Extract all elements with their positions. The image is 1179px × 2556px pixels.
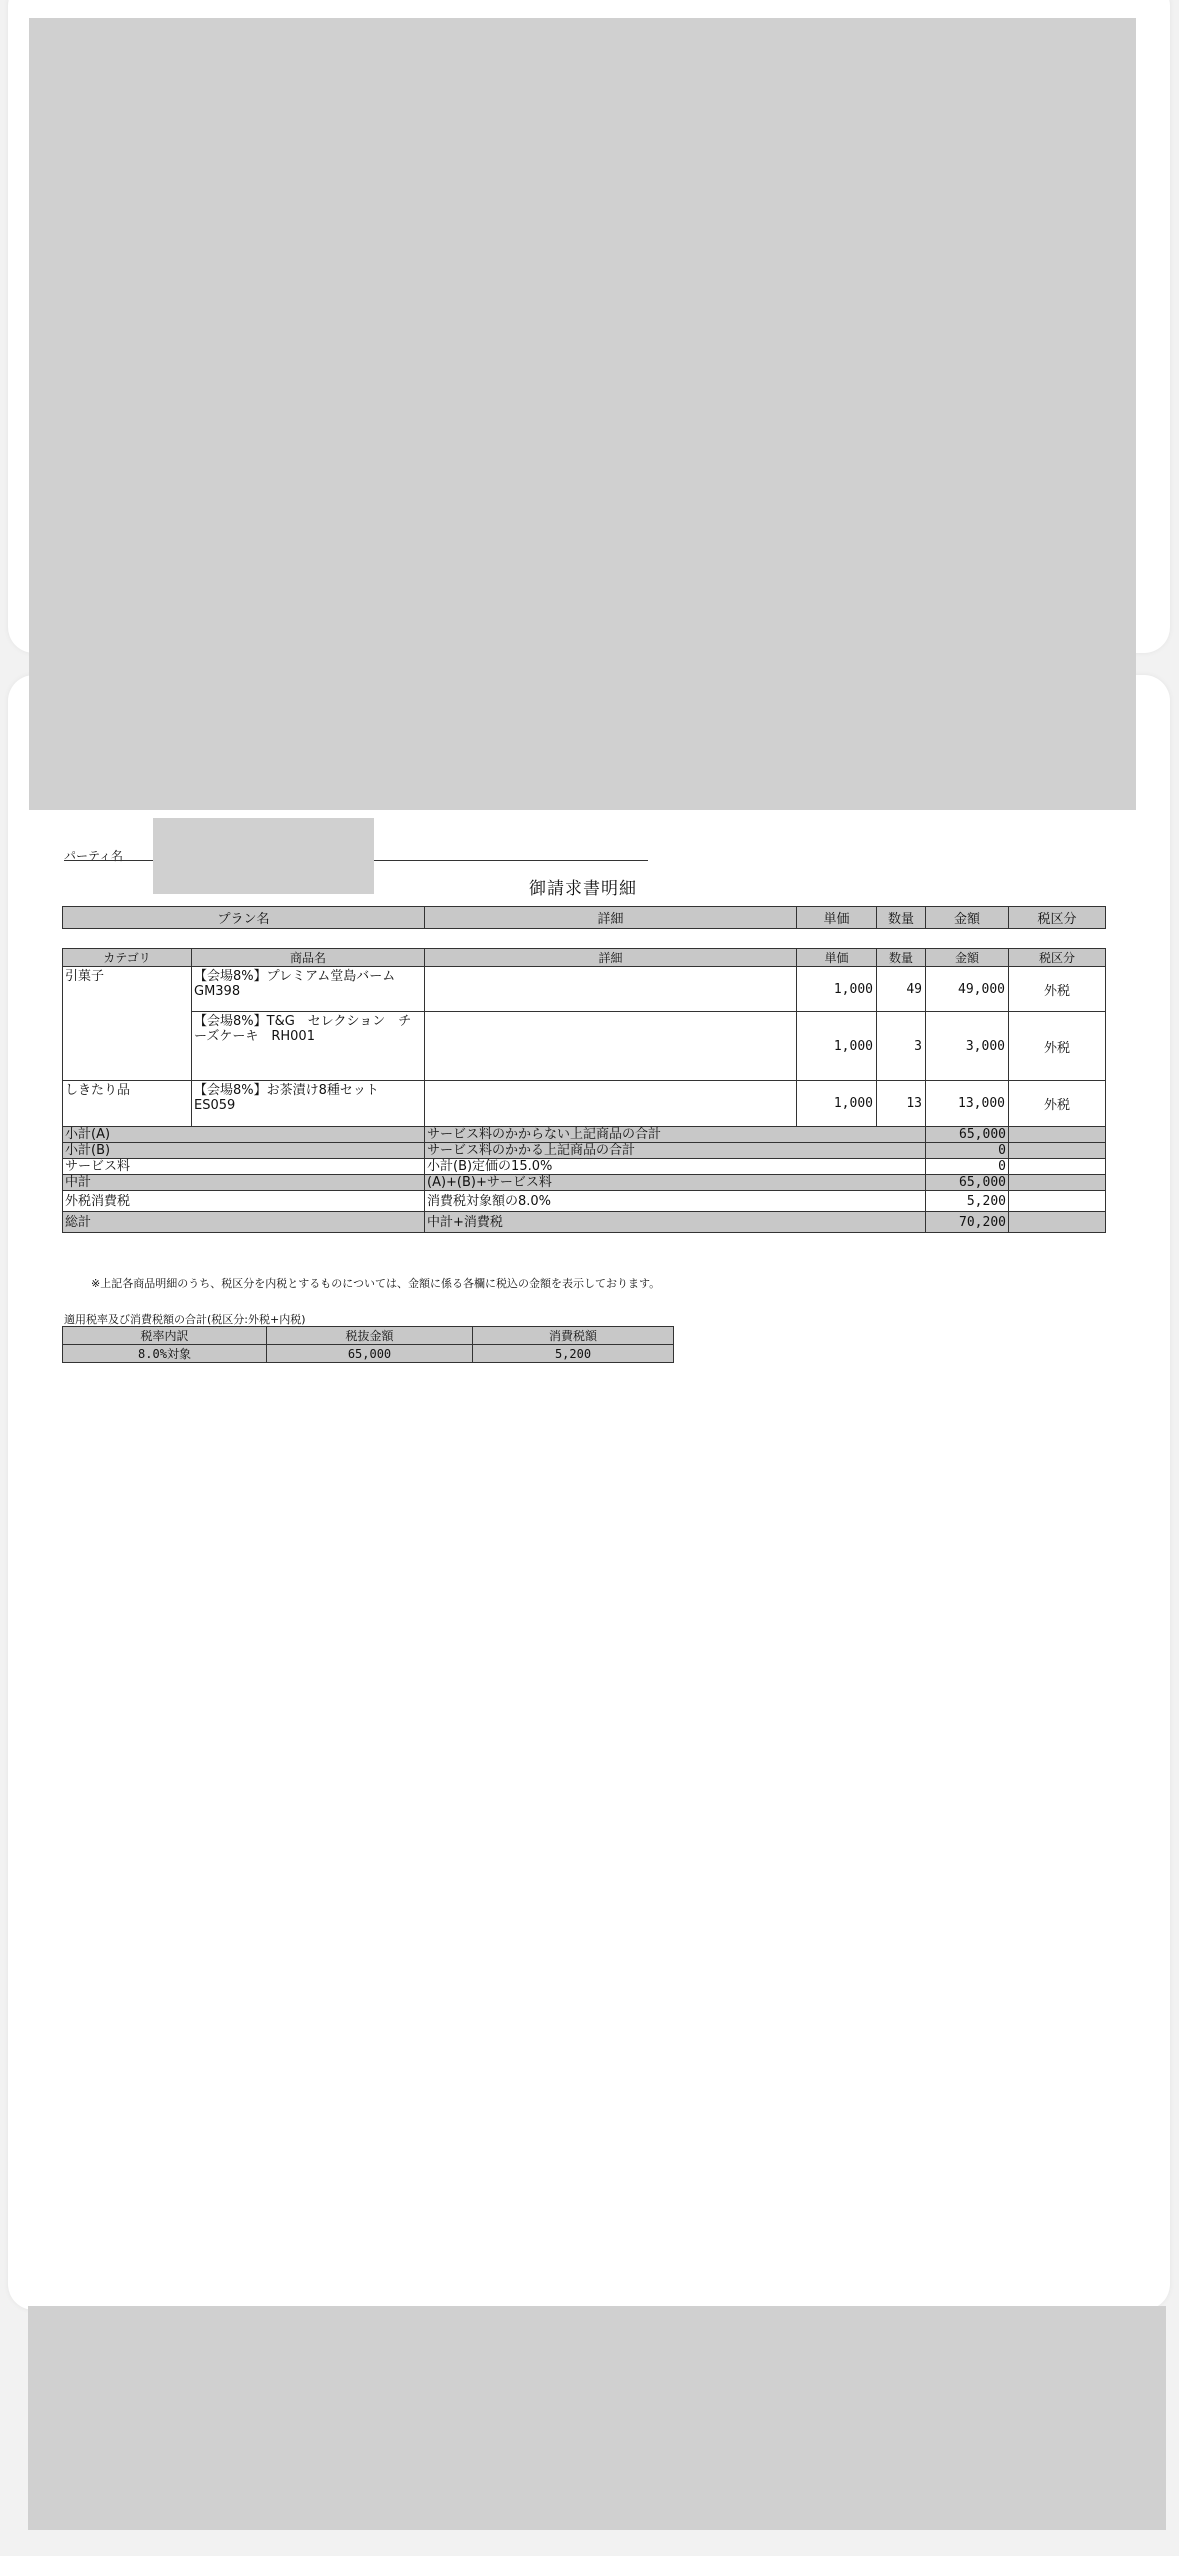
rate-header-tax-amount: 消費税額 bbox=[473, 1327, 674, 1345]
summary-blank bbox=[1009, 1127, 1106, 1143]
item-qty: 3 bbox=[877, 1012, 926, 1081]
items-header-unit-price: 単価 bbox=[797, 949, 877, 967]
item-amount: 49,000 bbox=[926, 967, 1009, 1012]
item-detail bbox=[425, 967, 797, 1012]
summary-label: 中計 bbox=[63, 1175, 425, 1191]
rate-header-net-amount: 税抜金額 bbox=[267, 1327, 473, 1345]
item-name: 【会場8%】T&G セレクション チーズケーキ RH001 bbox=[192, 1012, 425, 1081]
summary-label: 小計(B) bbox=[63, 1143, 425, 1159]
tax-note: ※上記各商品明細のうち、税区分を内税とするものについては、金額に係る各欄に税込の金額を表示しております。 bbox=[91, 1277, 661, 1290]
item-qty: 49 bbox=[877, 967, 926, 1012]
item-unit-price: 1,000 bbox=[797, 1081, 877, 1127]
summary-row-midtotal bbox=[63, 1175, 1106, 1191]
rate-header-breakdown: 税率内訳 bbox=[63, 1327, 267, 1345]
rate-table-header bbox=[63, 1327, 674, 1345]
summary-row-tax bbox=[63, 1191, 1106, 1212]
summary-amount: 65,000 bbox=[926, 1175, 1009, 1191]
items-header-qty: 数量 bbox=[877, 949, 926, 967]
summary-desc: 中計+消費税 bbox=[425, 1212, 926, 1233]
summary-desc: サービス料のかかる上記商品の合計 bbox=[425, 1143, 926, 1159]
summary-row-service-fee bbox=[63, 1159, 1106, 1175]
summary-row-subtotal-a bbox=[63, 1127, 1106, 1143]
item-detail bbox=[425, 1012, 797, 1081]
summary-amount: 0 bbox=[926, 1159, 1009, 1175]
rate-tax-amount: 5,200 bbox=[473, 1345, 674, 1363]
plan-header-plan: プラン名 bbox=[63, 907, 425, 929]
item-unit-price: 1,000 bbox=[797, 967, 877, 1012]
summary-amount: 70,200 bbox=[926, 1212, 1009, 1233]
summary-amount: 5,200 bbox=[926, 1191, 1009, 1212]
summary-row-grand-total bbox=[63, 1212, 1106, 1233]
table-row bbox=[63, 1081, 1106, 1127]
summary-label: 小計(A) bbox=[63, 1127, 425, 1143]
items-header-amount: 金額 bbox=[926, 949, 1009, 967]
summary-blank bbox=[1009, 1191, 1106, 1212]
summary-amount: 65,000 bbox=[926, 1127, 1009, 1143]
summary-label: サービス料 bbox=[63, 1159, 425, 1175]
item-unit-price: 1,000 bbox=[797, 1012, 877, 1081]
item-tax: 外税 bbox=[1009, 967, 1106, 1012]
item-tax: 外税 bbox=[1009, 1012, 1106, 1081]
item-category: しきたり品 bbox=[63, 1081, 192, 1127]
item-tax: 外税 bbox=[1009, 1081, 1106, 1127]
plan-table bbox=[62, 906, 1106, 929]
item-name: 【会場8%】プレミアム堂島バーム GM398 bbox=[192, 967, 425, 1012]
summary-amount: 0 bbox=[926, 1143, 1009, 1159]
redacted-party-name bbox=[153, 818, 374, 894]
summary-desc: サービス料のかからない上記商品の合計 bbox=[425, 1127, 926, 1143]
item-name: 【会場8%】お茶漬け8種セット ES059 bbox=[192, 1081, 425, 1127]
plan-table-header bbox=[63, 907, 1106, 929]
plan-header-unit-price: 単価 bbox=[797, 907, 877, 929]
redacted-area-top bbox=[29, 18, 1136, 810]
summary-blank bbox=[1009, 1143, 1106, 1159]
plan-header-tax: 税区分 bbox=[1009, 907, 1106, 929]
item-amount: 13,000 bbox=[926, 1081, 1009, 1127]
item-detail bbox=[425, 1081, 797, 1127]
items-header-tax: 税区分 bbox=[1009, 949, 1106, 967]
rate-net-amount: 65,000 bbox=[267, 1345, 473, 1363]
table-row bbox=[63, 967, 1106, 1012]
item-amount: 3,000 bbox=[926, 1012, 1009, 1081]
summary-label: 総計 bbox=[63, 1212, 425, 1233]
summary-desc: 消費税対象額の8.0% bbox=[425, 1191, 926, 1212]
items-table bbox=[62, 948, 1106, 1233]
table-row bbox=[63, 1345, 674, 1363]
summary-blank bbox=[1009, 1159, 1106, 1175]
summary-blank bbox=[1009, 1212, 1106, 1233]
summary-desc: 小計(B)定価の15.0% bbox=[425, 1159, 926, 1175]
summary-label: 外税消費税 bbox=[63, 1191, 425, 1212]
table-row bbox=[63, 1012, 1106, 1081]
redacted-area-bottom bbox=[28, 2306, 1166, 2530]
document-title: 御請求書明細 bbox=[529, 879, 637, 899]
rate-breakdown: 8.0%対象 bbox=[63, 1345, 267, 1363]
items-header-category: カテゴリ bbox=[63, 949, 192, 967]
rate-table-caption: 適用税率及び消費税額の合計(税区分:外税+内税) bbox=[64, 1313, 306, 1326]
summary-row-subtotal-b bbox=[63, 1143, 1106, 1159]
tax-rate-table bbox=[62, 1326, 674, 1363]
items-header-detail: 詳細 bbox=[425, 949, 797, 967]
item-qty: 13 bbox=[877, 1081, 926, 1127]
summary-blank bbox=[1009, 1175, 1106, 1191]
party-name-label: パーティ名 bbox=[64, 849, 124, 863]
item-category: 引菓子 bbox=[63, 967, 192, 1081]
items-header-name: 商品名 bbox=[192, 949, 425, 967]
plan-header-detail: 詳細 bbox=[425, 907, 797, 929]
plan-header-amount: 金額 bbox=[926, 907, 1009, 929]
plan-header-qty: 数量 bbox=[877, 907, 926, 929]
summary-desc: (A)+(B)+サービス料 bbox=[425, 1175, 926, 1191]
items-table-header bbox=[63, 949, 1106, 967]
